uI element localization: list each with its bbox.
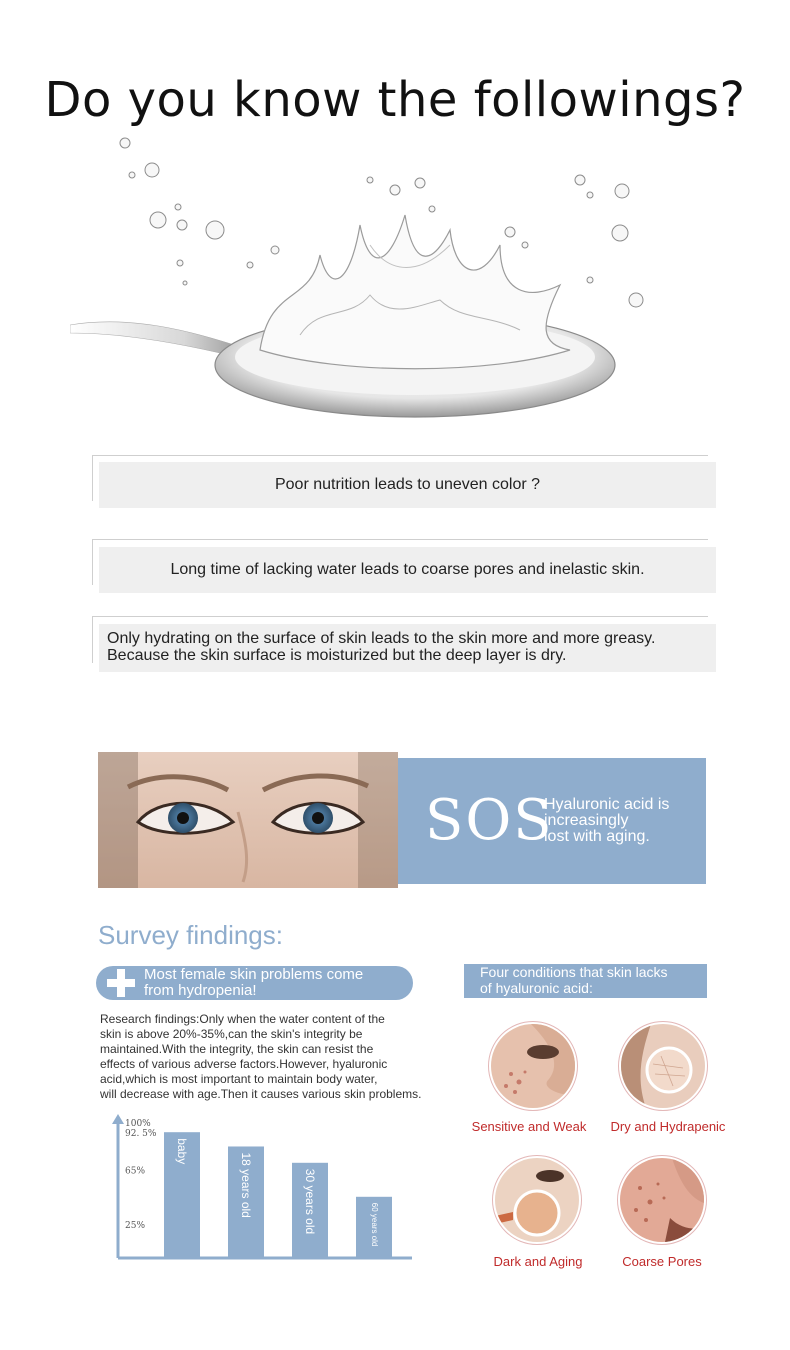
survey-title: Survey findings:	[98, 920, 283, 950]
research-line: effects of various adverse factors.However, hyaluronic	[100, 1057, 388, 1071]
pill-line-1: Most female skin problems come	[144, 966, 364, 983]
survey-pill-text	[144, 967, 404, 999]
conditions-line-1: Four conditions that skin lacks	[480, 964, 668, 980]
condition-caption-1: Sensitive and Weak	[471, 1119, 587, 1134]
question-2	[99, 547, 716, 593]
chart-bar-label: 18 years old	[239, 1152, 253, 1218]
sensitive-skin-image	[491, 1024, 575, 1108]
plus-icon	[104, 966, 138, 1000]
research-line: acid,which is most important to maintain body water,	[100, 1072, 378, 1086]
chart-bar-label: baby	[175, 1138, 189, 1165]
research-line: maintained.With the integrity, the skin can resist the	[100, 1042, 374, 1056]
water-spoon-illustration	[70, 135, 720, 435]
age-hydration-chart	[100, 1112, 420, 1264]
research-line: Research findings:Only when the water content of the	[100, 1012, 385, 1026]
chart-y-tick-label: 92. 5%	[125, 1129, 157, 1140]
eyes-photo	[98, 752, 398, 888]
condition-caption-3: Dark and Aging	[493, 1254, 583, 1269]
chart-bar-label: 60 years old	[370, 1202, 379, 1247]
condition-caption-4: Coarse Pores	[622, 1254, 702, 1269]
conditions-header-text	[480, 964, 705, 996]
sos-description	[544, 797, 704, 845]
sos-label: SOS	[425, 788, 554, 853]
dry-skin-image	[621, 1024, 705, 1108]
chart-y-tick-label: 25%	[125, 1221, 146, 1231]
sos-desc-line-3: lost with aging.	[544, 828, 650, 845]
conditions-line-2: of hyaluronic acid:	[480, 980, 593, 996]
question-3-line-2: Because the skin surface is moisturized but the deep layer is dry.	[107, 647, 567, 664]
sos-desc-line-1: Hyaluronic acid is	[544, 796, 670, 813]
pill-line-2: from hydropenia!	[144, 982, 257, 999]
question-1	[99, 462, 716, 508]
question-3	[99, 624, 716, 672]
sos-desc-line-2: increasingly	[544, 812, 629, 829]
chart-bar-label: 30 years old	[303, 1168, 317, 1235]
chart-axis-arrow-icon	[112, 1114, 124, 1124]
page-title: Do you know the followings?	[44, 72, 746, 128]
question-3-line-1: Only hydrating on the surface of skin leads to the skin more and more greasy.	[107, 630, 656, 647]
condition-caption-2: Dry and Hydrapenic	[610, 1119, 726, 1134]
question-2-text: Long time of lacking water leads to coarse pores and inelastic skin.	[170, 561, 645, 578]
chart-y-tick-label: 65%	[125, 1166, 146, 1177]
research-line: skin is above 20%-35%,can the skin's integrity be	[100, 1027, 363, 1041]
question-1-text: Poor nutrition leads to uneven color ?	[274, 476, 541, 493]
coarse-pores-image	[620, 1158, 704, 1242]
aging-skin-image	[495, 1158, 579, 1242]
research-line: will decrease with age.Then it causes various skin problems.	[100, 1087, 422, 1101]
chart-y-tick-label: 100%	[125, 1119, 151, 1129]
research-findings	[100, 1012, 450, 1102]
